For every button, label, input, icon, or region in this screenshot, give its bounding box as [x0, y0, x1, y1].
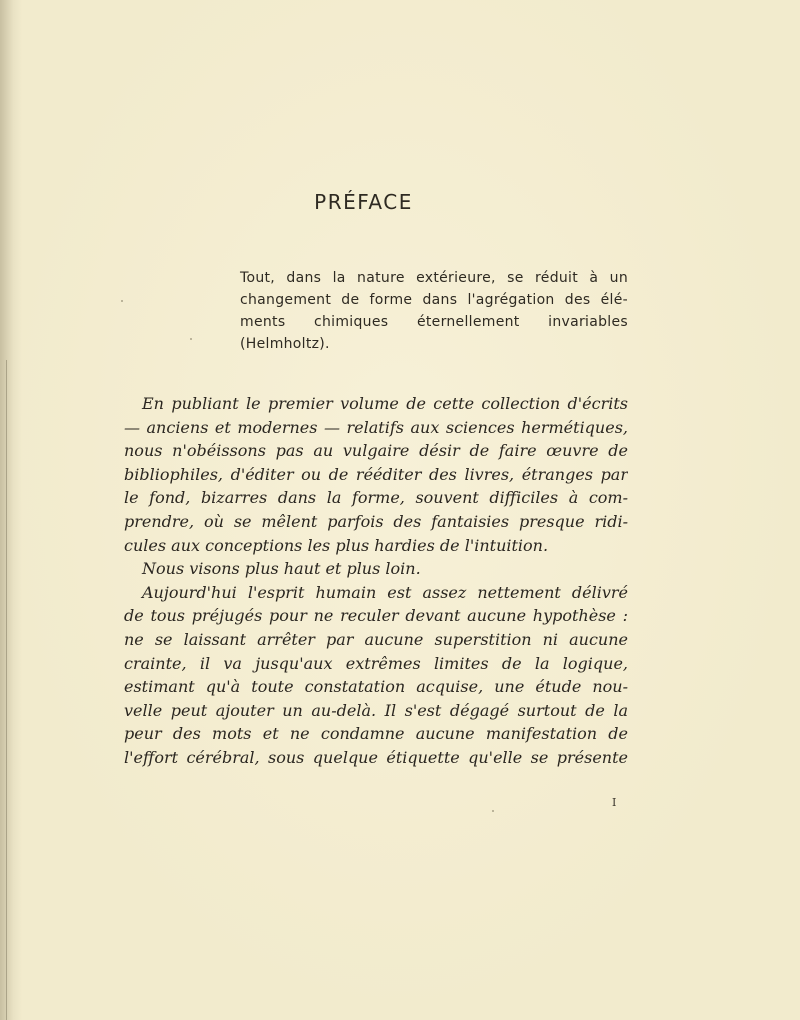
body-line: Nous visons plus haut et plus loin. [142, 559, 421, 579]
epigraph-line: (Helmholtz). [240, 336, 330, 352]
paper-speck [492, 810, 494, 812]
epigraph-line: changement de forme dans l'agrégation des élé- [240, 292, 628, 308]
body-line: ne se laissant arrêter par aucune superstition ni aucune [124, 629, 628, 649]
body-line: peur des mots et ne condamne aucune manifestation de [124, 724, 628, 744]
body-line: l'effort cérébral, sous quelque étiquette qu'elle se présente [124, 747, 628, 767]
epigraph-line: Tout, dans la nature extérieure, se réduit à un [240, 270, 628, 286]
body-line: cules aux conceptions les plus hardies de l'intuition. [124, 535, 549, 555]
body-line: En publiant le premier volume de cette collection d'écrits [142, 394, 628, 413]
body-line: Aujourd'hui l'esprit humain est assez nettement délivré [142, 582, 628, 602]
body-line: prendre, où se mêlent parfois des fantaisies presque ridi- [124, 511, 628, 531]
body-line: — anciens et modernes — relatifs aux sciences hermétiques, [124, 417, 628, 437]
page-number: I [612, 796, 617, 809]
body-line: de tous préjugés pour ne reculer devant aucune hypothèse : [124, 606, 628, 626]
paper-speck [190, 338, 192, 340]
binding-shadow [0, 0, 22, 1020]
paper-speck [121, 300, 123, 302]
body-text [124, 392, 628, 770]
body-line: nous n'obéissons pas au vulgaire désir de faire œuvre de [124, 441, 628, 461]
body-line: crainte, il va jusqu'aux extrêmes limites de la logique, [124, 653, 628, 673]
body-line: velle peut ajouter un au-delà. Il s'est dégagé surtout de la [124, 700, 628, 720]
body-line: bibliophiles, d'éditer ou de rééditer des livres, étranges par [124, 464, 628, 484]
body-line: le fond, bizarres dans la forme, souvent difficiles à com- [124, 488, 628, 508]
epigraph [240, 267, 628, 355]
paper-speck [585, 318, 587, 320]
page-title: PRÉFACE [314, 190, 413, 214]
body-line: estimant qu'à toute constatation acquise, une étude nou- [124, 677, 628, 697]
epigraph-line: ments chimiques éternellement invariables [240, 314, 628, 330]
binding-edge [6, 360, 7, 1020]
